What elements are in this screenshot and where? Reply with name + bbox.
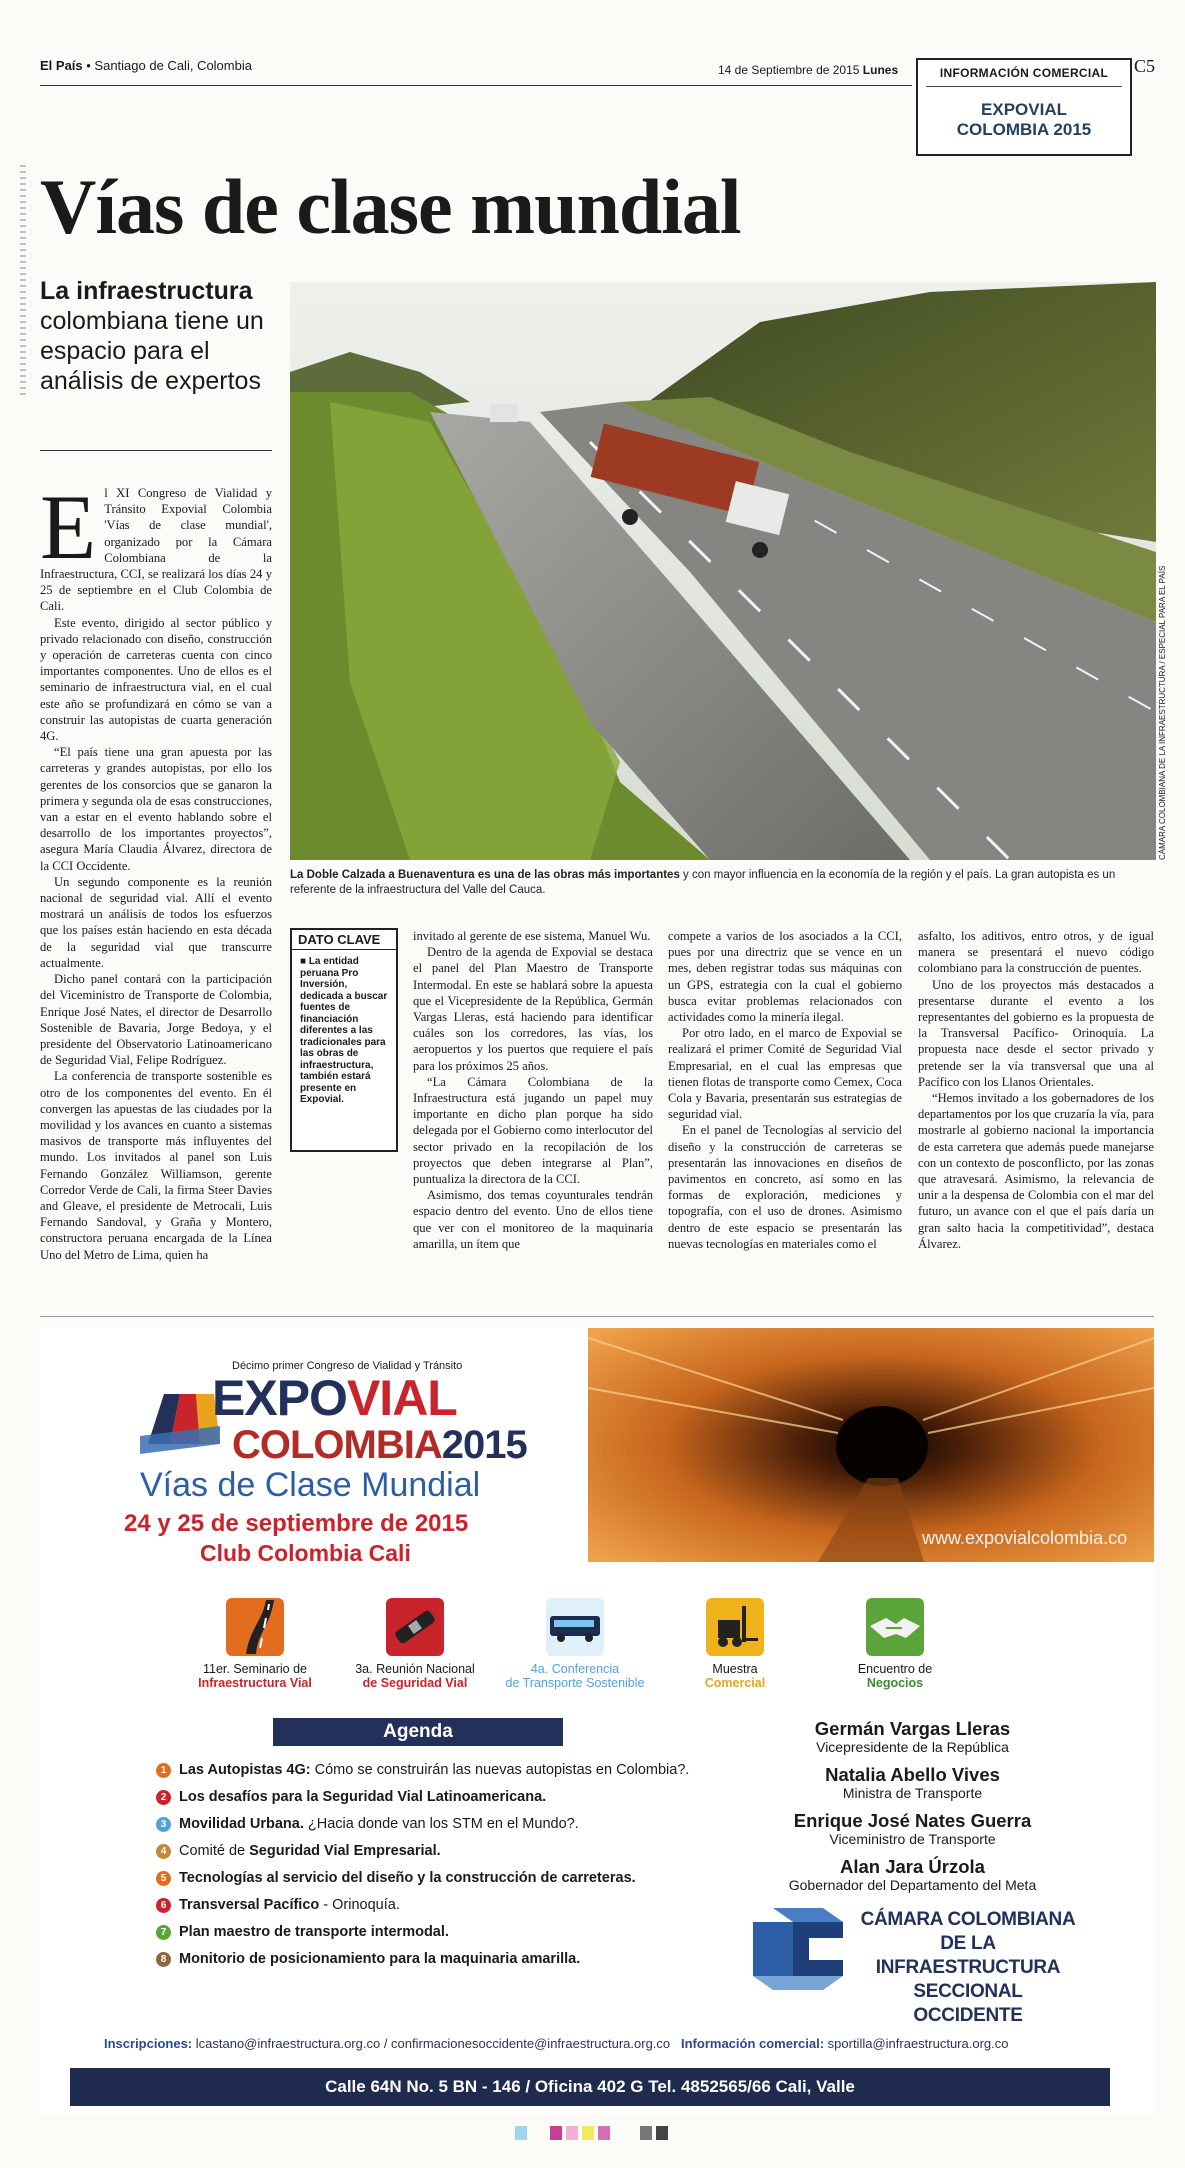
section-label-divider	[926, 86, 1122, 87]
ad-tagline: Vías de Clase Mundial	[140, 1466, 481, 1504]
speaker-name: Natalia Abello Vives	[825, 1764, 1000, 1785]
ad-address-bar: Calle 64N No. 5 BN - 146 / Oficina 402 G Tel. 4852565/66 Cali, Valle	[70, 2068, 1110, 2106]
paragraph: invitado al gerente de ese sistema, Manuel Wu.	[413, 929, 651, 943]
cci-line-2: DE LA INFRAESTRUCTURA	[875, 1933, 1061, 1978]
page-header-date	[718, 63, 898, 77]
cci-logo-text	[858, 1908, 1078, 2028]
paragraph: Dentro de la agenda de Expovial se destaca el panel del Plan Maestro de Transporte Intermodal. En este se hablará sobre la apuesta que el Vicepresidente de la República, Germán Vargas Lleras, está haciendo para identificar cuáles son los corredores, las vías, los aeropuertos y los puertos que requiere el país para los próximos 25 años.	[413, 945, 653, 1073]
feature-seguridad-vial	[340, 1598, 490, 1690]
speaker-role: Viceministro de Transporte	[829, 1831, 996, 1847]
section-title	[918, 100, 1130, 140]
subhead-rule	[40, 450, 272, 451]
feature-line-1: Encuentro de	[857, 1662, 933, 1676]
photo-caption	[290, 868, 1156, 898]
section-title-line-2: COLOMBIA 2015	[956, 120, 1092, 139]
feature-seminario	[180, 1598, 330, 1690]
agenda-list	[156, 1760, 756, 1976]
feature-line-1: 3a. Reunión Nacional	[355, 1662, 475, 1676]
agenda-number-badge: 8	[156, 1952, 171, 1967]
article-column-2	[413, 928, 653, 1252]
paragraph: Por otro lado, en el marco de Expovial se realizará el primer Comité de Seguridad Vial Empresarial, en el cual las empresas que tienen flotas de transporte como Cemex, Coca Cola y Bavaria, presentarán sus estrategias de seguridad vial.	[668, 1026, 902, 1122]
speaker-name: Enrique José Nates Guerra	[793, 1810, 1032, 1831]
paragraph: Asimismo, dos temas coyunturales tendrán espacio dentro del evento. Uno de ellos tiene que ver con el monitoreo de la maquinaria amarilla, un ítem que	[413, 1188, 653, 1251]
tunnel-illustration	[588, 1328, 1154, 1562]
ad-divider	[40, 1316, 1154, 1317]
paragraph: compete a varios de los asociados a la CCI, pues por una directriz que se vence en un mes, deben registrar todas sus máquinas con un GPS, estrategia con la cual el gobierno busca evitar problemas relacionados con actividades como la minería ilegal.	[668, 929, 902, 1025]
ad-event-venue: Club Colombia Cali	[200, 1540, 411, 1566]
subhead-rest: colombiana tiene un espacio para el análisis de expertos	[40, 307, 264, 395]
agenda-item-text: Cómo se construirán las nuevas autopistas en Colombia?.	[310, 1762, 690, 1778]
feature-line-1: 11er. Seminario de	[203, 1662, 307, 1676]
paragraph: Un segundo componente es la reunión nacional de seguridad vial. Allí el evento mostrará un análisis de todos los esfuerzos que los países están haciendo en esta década de la seguridad vial que transcurre actualmente.	[40, 874, 272, 970]
speaker	[740, 1810, 1085, 1848]
brand-expo: EXPO	[212, 1370, 347, 1426]
agenda-item-bold: Plan maestro de transporte intermodal.	[179, 1924, 449, 1940]
feature-transporte-sostenible	[500, 1598, 650, 1690]
seatbelt-icon	[386, 1598, 444, 1656]
feature-muestra-comercial	[660, 1598, 810, 1690]
cci-line-3: SECCIONAL OCCIDENTE	[913, 1981, 1023, 2026]
forklift-icon	[706, 1598, 764, 1656]
key-fact-text: ■ La entidad peruana Pro Inversión, dedicada a buscar fuentes de financiación diferentes a las tradicionales para las obras de infraestructura, también estará presente en Expovial.	[300, 956, 388, 1105]
registration-label: Inscripciones:	[104, 2036, 193, 2051]
section-title-line-1: EXPOVIAL	[981, 100, 1067, 119]
key-fact-title: DATO CLAVE	[292, 930, 396, 950]
paragraph: Este evento, dirigido al sector público y privado relacionado con diseño, construcción y operación de carreteras cuenta con cinco importantes componentes. Uno de ellos es el seminario de infraestructura vial, en el cual este año se profundizará en cómo se van a construir las autopistas de cuarta generación 4G.	[40, 615, 272, 744]
agenda-item	[156, 1814, 756, 1841]
ad-event-dates: 24 y 25 de septiembre de 2015	[124, 1510, 469, 1537]
agenda-number-badge: 6	[156, 1898, 171, 1913]
agenda-item	[156, 1895, 756, 1922]
header-rule	[40, 85, 912, 86]
feature-line-1: Muestra	[712, 1662, 758, 1676]
paragraph: Dicho panel contará con la participación del Viceministro de Transporte de Colombia, Enrique José Nates, el director de Desarrollo Sostenible de Bavaria, Jorge Bedoya, y el presidente del Observatorio Latinoamericano de Seguridad Vial, Felipe Rodríguez.	[40, 972, 272, 1068]
agenda-item	[156, 1922, 756, 1949]
section-label: INFORMACIÓN COMERCIAL	[939, 66, 1109, 80]
paragraph: “El país tiene una gran apuesta por las carreteras y grandes autopistas, por ello los gerentes de los consorcios que se ganaron la primera y segunda ola de esas construcciones, van a estar en el evento hablando sobre el desarrollo de los importantes proyectos”, asegura María Claudia Álvarez, directora de la CCI Occidente.	[40, 745, 272, 873]
speaker-name: Germán Vargas Lleras	[814, 1718, 1011, 1739]
ad-brand-expovial	[212, 1370, 457, 1426]
agenda-number-badge: 1	[156, 1763, 171, 1778]
caption-rest: y con mayor influencia en la economía de la región y el país. La gran autopista es un referente de la infraestructura del Valle del Cauca.	[290, 869, 1116, 896]
agenda-item-bold: Transversal Pacífico	[179, 1897, 320, 1913]
commercial-info-email[interactable]: sportilla@infraestructura.org.co	[824, 2036, 1009, 2051]
page-header-left	[40, 58, 252, 73]
section-label-box	[916, 58, 1132, 156]
article-column-3	[668, 928, 902, 1252]
agenda-number-badge: 3	[156, 1817, 171, 1832]
cci-line-1: CÁMARA COLOMBIANA	[860, 1909, 1076, 1930]
agenda-number-badge: 5	[156, 1871, 171, 1886]
speaker-role: Ministra de Transporte	[842, 1785, 983, 1801]
agenda-title: Agenda	[273, 1718, 563, 1746]
print-color-swatch	[640, 2126, 652, 2140]
feature-line-2: de Seguridad Vial	[362, 1676, 468, 1690]
article-column-1	[40, 476, 272, 1263]
scan-margin-dots	[20, 165, 26, 395]
agenda-item-bold: Los desafíos para la Seguridad Vial Latinoamericana.	[179, 1789, 547, 1805]
print-color-swatch	[566, 2126, 578, 2140]
paragraph: “La Cámara Colombiana de la Infraestructura está jugando un papel muy importante en dicho plan porque ha sido delegada por el Gobierno como interlocutor del sector privado en la recopilación de los proyectos que deben integrarse al Plan”, puntualiza la directora de la CCI.	[413, 1074, 653, 1187]
ad-pre-title: Décimo primer Congreso de Vialidad y Tránsito	[232, 1360, 463, 1372]
agenda-item-text: Comité de	[179, 1843, 250, 1859]
agenda-item	[156, 1760, 756, 1787]
agenda-item-bold: Seguridad Vial Empresarial.	[249, 1843, 441, 1859]
ad-website-link[interactable]: www.expovialcolombia.co	[922, 1528, 1128, 1548]
feature-line-2: Negocios	[866, 1676, 924, 1690]
agenda-item-bold: Movilidad Urbana.	[179, 1816, 304, 1832]
paragraph: La conferencia de transporte sostenible es otro de los componentes del evento. En él convergen las apuestas de las ciudades por la movilidad y los avances en cuanto a sistemas masivos de transporte más influyentes del mundo. Los invitados al panel son Luis Fernando González Williamson, gerente Corredor Verde de Cali, la firma Steer Davies and Gleave, el presidente de Metrocali, Luis Fernando Sandoval, y Graña y Montero, constructora peruana encargada de la Línea Uno del Metro de Lima, quien ha	[40, 1069, 272, 1262]
highway-photo	[290, 282, 1156, 860]
expovial-logo-icon	[140, 1374, 220, 1456]
speaker-role: Gobernador del Departamento del Meta	[788, 1877, 1037, 1893]
agenda-number-badge: 2	[156, 1790, 171, 1805]
agenda-item-text: ¿Hacia donde van los STM en el Mundo?.	[303, 1816, 579, 1832]
caption-bold: La Doble Calzada a Buenaventura es una de las obras más importantes	[290, 869, 680, 881]
agenda-item-text: - Orinoquía.	[319, 1897, 400, 1913]
brand-vial: VIAL	[346, 1370, 457, 1426]
newspaper-name: El País	[40, 58, 83, 73]
header-location: • Santiago de Cali, Colombia	[86, 58, 252, 73]
article-column-4	[918, 928, 1154, 1252]
print-color-swatch	[515, 2126, 527, 2140]
print-color-swatch	[550, 2126, 562, 2140]
paragraph: l XI Congreso de Vialidad y Tránsito Expovial Colombia 'Vías de clase mundial', organizado por la Cámara Colombiana de la Infraestructura, CCI, se realizará los días 24 y 25 de septiembre en el Club Colombia de Cali.	[40, 486, 272, 614]
page-number: C5	[1134, 56, 1156, 76]
paragraph: asfalto, los aditivos, entro otros, y de igual manera se presentará el nuevo código colombiano para la construcción de puentes.	[918, 929, 1154, 976]
feature-line-2: de Transporte Sostenible	[505, 1676, 645, 1690]
speaker	[740, 1718, 1085, 1756]
speakers-list	[740, 1718, 1085, 1902]
issue-weekday: Lunes	[862, 63, 899, 77]
print-color-swatch	[598, 2126, 610, 2140]
speaker	[740, 1764, 1085, 1802]
expovial-advertisement	[40, 1328, 1154, 2115]
feature-line-2: Comercial	[704, 1676, 766, 1690]
feature-line-1: 4a. Conferencia	[530, 1662, 620, 1676]
agenda-number-badge: 4	[156, 1844, 171, 1859]
drop-cap: E	[40, 476, 97, 578]
key-fact-box	[290, 928, 398, 1152]
feature-encuentro-negocios	[820, 1598, 970, 1690]
paragraph: En el panel de Tecnologías al servicio del diseño y la construcción de carreteras se presentarán las innovaciones en diseños de pavimentos en concreto, así somo en las formas de exploración, mediciones y topografía, con el uso de drones. Asimismo dentro de este espacio se presentarán las nuevas tecnologías en materiales como el	[668, 1123, 902, 1251]
agenda-number-badge: 7	[156, 1925, 171, 1940]
print-color-swatch	[656, 2126, 668, 2140]
road-icon	[226, 1598, 284, 1656]
agenda-item	[156, 1949, 756, 1976]
commercial-info-label: Información comercial:	[681, 2036, 825, 2051]
feature-line-2: Infraestructura Vial	[198, 1676, 312, 1690]
highway-photo-illustration	[290, 282, 1156, 860]
cci-logo-icon	[753, 1908, 849, 1990]
photo-credit: CÁMARA COLOMBIANA DE LA INFRAESTRUCTURA / ESPECIAL PARA EL PAÍS	[1158, 565, 1167, 860]
speaker-name: Alan Jara Úrzola	[840, 1856, 985, 1877]
ad-contact-line	[104, 2036, 1124, 2051]
brand-colombia: COLOMBIA	[232, 1423, 442, 1467]
article-subhead	[40, 276, 280, 396]
bus-icon	[546, 1598, 604, 1656]
article-headline: Vías de clase mundial	[40, 163, 741, 250]
brand-year: 2015	[441, 1423, 527, 1467]
agenda-item	[156, 1868, 756, 1895]
subhead-bold: La infraestructura	[40, 277, 253, 305]
issue-date: 14 de Septiembre de 2015	[718, 63, 860, 77]
agenda-item-bold: Monitorio de posicionamiento para la maquinaria amarilla.	[179, 1951, 581, 1967]
speaker	[740, 1856, 1085, 1894]
handshake-icon	[866, 1598, 924, 1656]
tunnel-photo	[588, 1328, 1154, 1562]
paragraph: “Hemos invitado a los gobernadores de los departamentos por los que cruzaría la vía, para mostrarle al gobierno nacional la importancia de esta carretera que además puede manejarse con un contexto de posconflicto, por las zonas que atravesará. Asimismo, la relevancia de unir a la despensa de Colombia con el mar del futuro, un avance con el que el país daría un gran salto hacia la competitividad”, destaca Álvarez.	[918, 1091, 1154, 1251]
paragraph: Uno de los proyectos más destacados a presentarse durante el evento a los representantes del gobierno es la propuesta de la Transversal Pacífico- Orinoquía. La propuesta nace desde el sector privado y pretende ser la vía transversal que una al Pacífico con los Llanos Orientales.	[918, 977, 1154, 1089]
agenda-item-bold: Las Autopistas 4G:	[179, 1762, 311, 1778]
speaker-role: Vicepresidente de la República	[816, 1739, 1009, 1755]
agenda-item	[156, 1787, 756, 1814]
ad-brand-colombia	[232, 1423, 527, 1467]
agenda-item	[156, 1841, 756, 1868]
print-color-swatch	[582, 2126, 594, 2140]
registration-emails[interactable]: lcastano@infraestructura.org.co / confirmacionesoccidente@infraestructura.org.co	[192, 2036, 671, 2051]
agenda-item-bold: Tecnologías al servicio del diseño y la construcción de carreteras.	[179, 1870, 636, 1886]
